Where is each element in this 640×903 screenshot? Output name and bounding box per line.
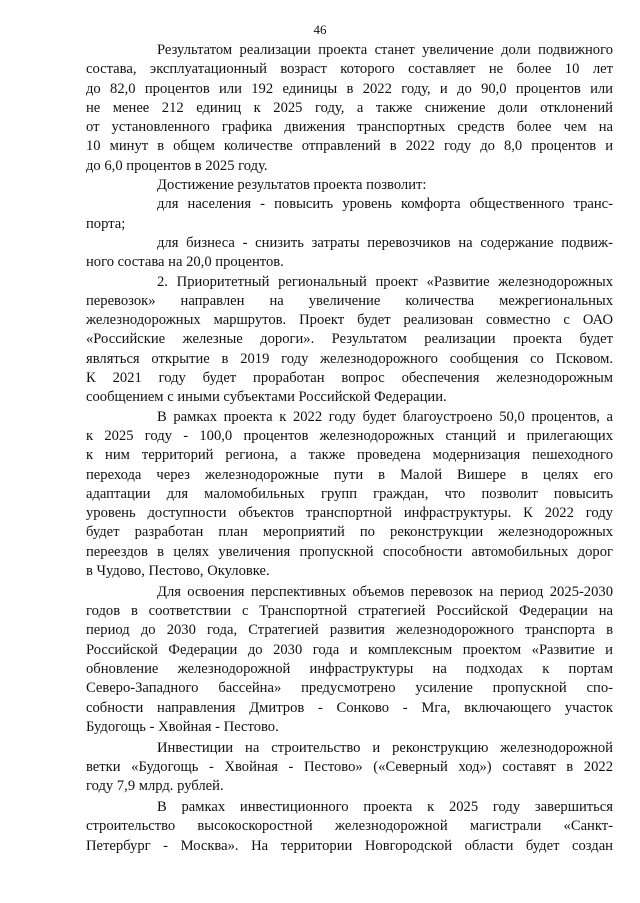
text-line: собности направления Дмитров - Сонково - Мга, включающего участок	[86, 699, 613, 716]
text-line: Инвестиции на строительство и реконструкцию железнодорожной	[157, 739, 613, 756]
text-line: период до 2030 года, Стратегией развития железнодорожного транспорта в	[86, 622, 613, 639]
document-body	[86, 41, 613, 856]
text-line: не менее 212 единиц к 2025 году, а также снижение доли отклонений	[86, 99, 613, 116]
text-line: годов в соответствии с Транспортной стратегией Российской Федерации на	[86, 603, 613, 620]
text-line: «Российские железные дороги». Результатом реализации проекта будет	[86, 331, 613, 348]
text-line: для бизнеса - снизить затраты перевозчиков на содержание подвиж-	[157, 234, 613, 251]
text-line: являться открытие в 2019 году железнодорожного сообщения со Псковом.	[86, 350, 613, 367]
text-line: переездов в целях увеличения пропускной способности автомобильных дорог	[86, 543, 613, 560]
text-line: обновление железнодорожной инфраструктуры на подходах к портам	[86, 661, 613, 677]
text-line: к ним территорий региона, а также проведена модернизация пешеходного	[86, 447, 613, 464]
text-line: 2. Приоритетный региональный проект «Развитие железнодорожных	[157, 273, 613, 290]
text-line: ного состава на 20,0 процентов.	[86, 254, 284, 271]
text-line: до 82,0 процентов или 192 единицы в 2022 году, и до 90,0 процентов или	[86, 80, 613, 97]
text-line: к 2025 году - 100,0 процентов железнодорожных станций и прилегающих	[86, 427, 613, 444]
text-line: перехода через железнодорожные пути в Малой Вишере в целях его	[86, 466, 613, 483]
text-line: для населения - повысить уровень комфорта общественного транс-	[157, 196, 613, 213]
text-line: адаптации для маломобильных групп граждан, что позволит повысить	[86, 485, 613, 502]
page-number: 46	[313, 22, 327, 37]
text-line: будет разработан план мероприятий по реконструкции железнодорожных	[86, 524, 613, 541]
text-line: ветки «Будогощь - Хвойная - Пестово» («Северный ход») составят в 2022	[86, 758, 613, 775]
text-line: К 2021 году будет проработан вопрос обеспечения железнодорожным	[86, 370, 613, 387]
text-line: порта;	[86, 215, 126, 232]
text-line: В рамках инвестиционного проекта к 2025 году завершиться	[157, 799, 613, 816]
text-line: Достижение результатов проекта позволит:	[157, 177, 427, 194]
text-line: в Чудово, Пестово, Окуловке.	[86, 563, 270, 580]
text-line: железнодорожных маршрутов. Проект будет реализован совместно с ОАО	[86, 312, 613, 329]
text-line: году 7,9 млрд. рублей.	[86, 778, 224, 795]
text-line: Российской Федерации до 2030 года и комплексным проектом «Развитие и	[86, 641, 613, 658]
text-line: Северо-Западного бассейна» предусмотрено усиление пропускной спо-	[86, 680, 613, 697]
text-line: строительство высокоскоростной железнодорожной магистрали «Санкт-	[86, 818, 613, 835]
text-line: до 6,0 процентов в 2025 году.	[86, 157, 268, 174]
text-line: перевозок» направлен на увеличение количества межрегиональных	[86, 292, 613, 309]
text-line: уровень доступности объектов транспортной инфраструктуры. К 2022 году	[86, 505, 613, 522]
text-line: 10 минут в общем количестве отправлений в 2022 году до 8,0 процентов и	[86, 138, 613, 155]
text-line: В рамках проекта к 2022 году будет благоустроено 50,0 процентов, а	[157, 408, 613, 425]
text-line: Результатом реализации проекта станет увеличение доли подвижного	[157, 42, 613, 58]
text-line: сообщением с иными субъектами Российской Федерации.	[86, 389, 447, 406]
text-line: Для освоения перспективных объемов перевозок на период 2025-2030	[157, 583, 613, 600]
text-line: Будогощь - Хвойная - Пестово.	[86, 718, 279, 735]
text-line: состава, эксплуатационный возраст которого составляет не более 10 лет	[86, 61, 613, 78]
text-line: Петербург - Москва». На территории Новгородской области будет создан	[86, 837, 613, 854]
text-line: от установленного графика движения транспортных средств более чем на	[86, 119, 613, 136]
